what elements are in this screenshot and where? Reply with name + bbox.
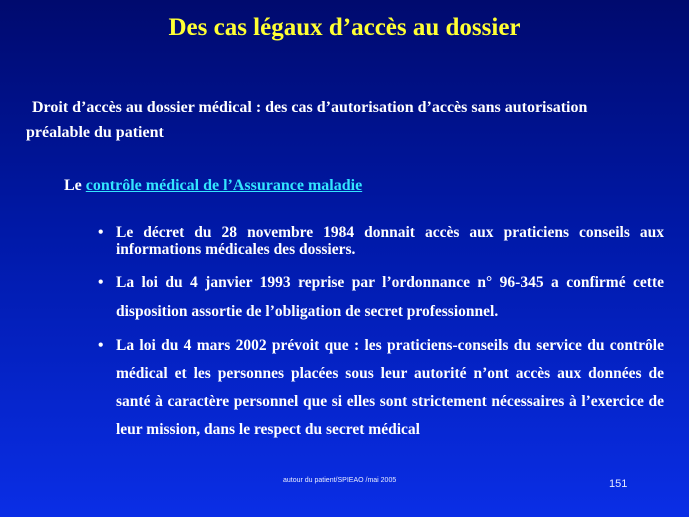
slide-title: Des cas légaux d’accès au dossier [168, 14, 521, 41]
page-number: 151 [609, 478, 628, 490]
section-prefix: Le [64, 177, 86, 194]
bullet-item [96, 332, 664, 444]
slide-subtitle [26, 95, 666, 145]
controle-medical-link[interactable]: contrôle médical de l’Assurance maladie [85, 177, 363, 194]
bullet-item [96, 268, 664, 326]
bullet-text: La loi du 4 mars 2002 prévoit que : les praticiens-conseils du service du contrôle médical et les personnes placées sous leur autorité n’ont accès aux données de santé à caractère personnel que si elles sont strictement nécessaires à l’exercice de leur mission, dans le respect du secret médical [116, 337, 664, 438]
bullet-text: La loi du 4 janvier 1993 reprise par l’ordonnance n° 96-345 a confirmé cette disposition assortie de l’obligation de secret professionnel. [116, 274, 664, 320]
bullet-dot-icon: • [98, 337, 104, 354]
bullet-dot-icon: • [98, 274, 104, 291]
section-heading [64, 177, 362, 195]
bullet-item [96, 224, 664, 258]
subtitle-line-1: Droit d’accès au dossier médical : des cas d’autorisation d’accès sans autorisation [32, 99, 588, 116]
bullet-list [96, 224, 664, 444]
bullet-text: Le décret du 28 novembre 1984 donnait accès aux praticiens conseils aux informations médicales des dossiers. [116, 224, 664, 258]
subtitle-line-2: préalable du patient [26, 124, 164, 141]
slide-footer: autour du patient/SPIEAO /mai 2005 [283, 477, 397, 484]
bullet-dot-icon: • [98, 224, 104, 241]
